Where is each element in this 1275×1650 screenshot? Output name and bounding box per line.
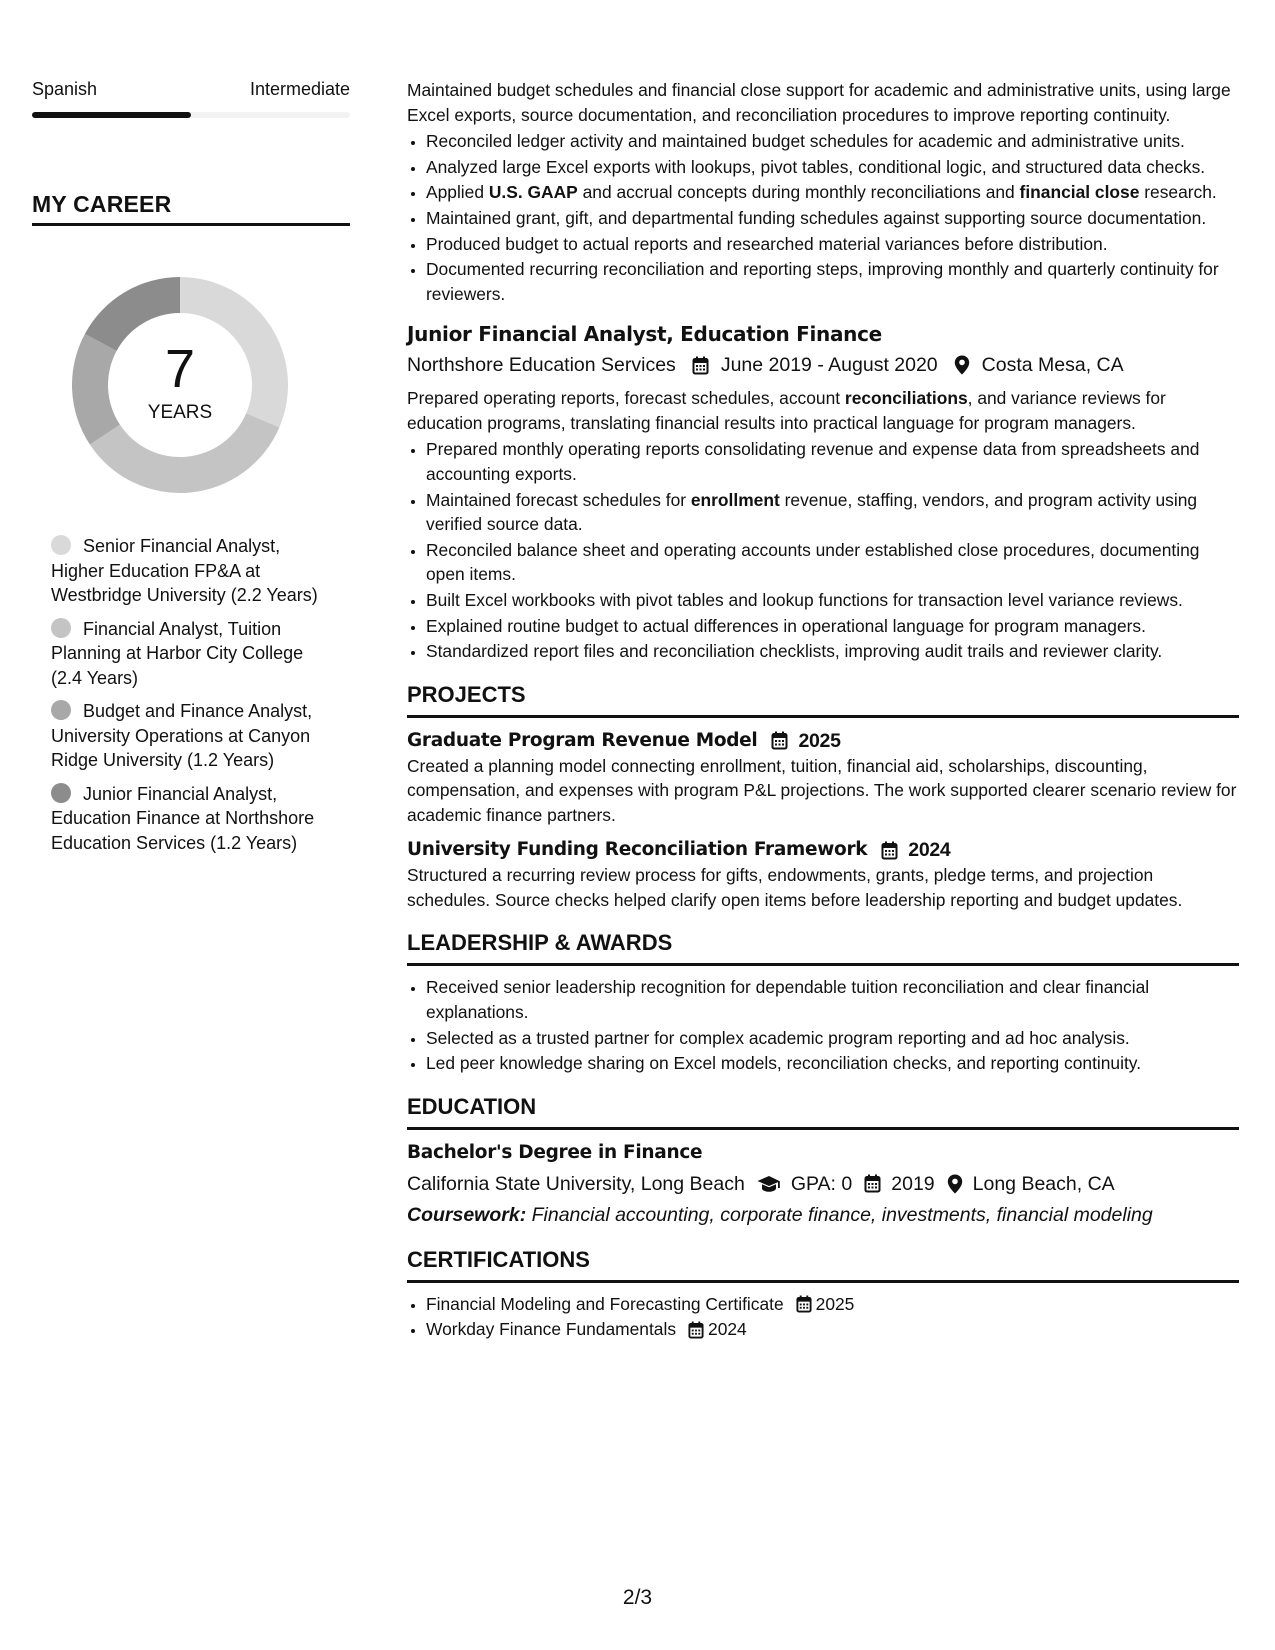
legend-dot <box>51 618 71 638</box>
page-number: 2/3 <box>622 1586 653 1609</box>
legend-dot <box>51 535 71 555</box>
language-name: Spanish <box>32 79 98 99</box>
sidebar <box>32 78 350 864</box>
certification-year: 2024 <box>708 1319 747 1340</box>
degree-title: Bachelor's Degree in Finance <box>407 1141 703 1163</box>
project-title: University Funding Reconciliation Framework <box>407 839 868 861</box>
bullet-item: • Maintained grant, gift, and departmental funding schedules against supporting source documentation. <box>426 206 1239 231</box>
bullet-item: • Reconciled balance sheet and operating accounts under established close procedures, documenting open items. <box>426 538 1239 587</box>
calendar-icon <box>881 841 898 860</box>
legend-item <box>51 699 333 773</box>
job-company: Northshore Education Services <box>407 354 676 377</box>
legend-dot <box>51 700 71 720</box>
project-description: Structured a recurring review process for gifts, endowments, grants, pledge terms, and projection schedules. Source checks helped clarify open items before leadership reporting and budget updates. <box>407 865 1183 910</box>
certifications-list <box>407 1292 1239 1342</box>
leadership-list <box>407 975 1239 1075</box>
graduation-year: 2019 <box>891 1172 935 1195</box>
projects-heading: PROJECTS <box>407 681 1239 718</box>
certification-item <box>426 1292 1239 1317</box>
project-title-row <box>407 837 1239 863</box>
calendar-icon <box>796 1295 812 1313</box>
career-total-years: 7 <box>164 339 196 399</box>
calendar-icon <box>771 731 788 750</box>
bullet-item: • Produced budget to actual reports and researched material variances before distribution. <box>426 232 1239 257</box>
bullet-item: • Received senior leadership recognition for dependable tuition reconciliation and clear financial explanations. <box>426 975 1239 1024</box>
career-legend <box>51 534 333 855</box>
certification-name: • Workday Finance Fundamentals <box>426 1319 677 1340</box>
coursework-list: Financial accounting, corporate finance, investments, financial modeling <box>531 1203 1153 1226</box>
career-donut-chart <box>65 270 295 500</box>
bullet-item: • Documented recurring reconciliation and reporting steps, improving monthly and quarterly continuity for reviewers. <box>426 257 1239 306</box>
calendar-icon <box>688 1321 704 1339</box>
job-bullets <box>407 437 1239 663</box>
job-location: Costa Mesa, CA <box>981 354 1124 377</box>
main-content <box>407 78 1239 1343</box>
career-years-label: YEARS <box>147 402 213 423</box>
bullet-item: • Applied U.S. GAAP and accrual concepts during monthly reconciliations and financial close research. <box>426 180 1239 205</box>
education-heading: EDUCATION <box>407 1093 1239 1130</box>
job-dates: June 2019 - August 2020 <box>720 354 938 377</box>
school-name: California State University, Long Beach <box>407 1172 745 1195</box>
career-heading: MY CAREER <box>32 191 350 226</box>
language-level: Intermediate <box>249 79 350 99</box>
map-pin-icon <box>947 1174 963 1194</box>
language-row <box>32 78 350 100</box>
project-description: Created a planning model connecting enrollment, tuition, financial aid, scholarships, discounting, compensation, and expenses with program P&L projections. The work supported clearer scenario review for academic finance partners. <box>407 755 1237 825</box>
school-location: Long Beach, CA <box>972 1172 1115 1195</box>
job-summary: Prepared operating reports, forecast schedules, account reconciliations, and variance reviews for education programs, translating financial results into practical language for program managers. <box>407 388 1166 433</box>
project-year: 2025 <box>798 729 841 752</box>
legend-item <box>51 534 333 608</box>
job-meta <box>407 351 1239 379</box>
calendar-icon <box>864 1174 881 1193</box>
education-meta <box>407 1170 1239 1198</box>
legend-dot <box>51 783 71 803</box>
legend-item <box>51 617 333 691</box>
bullet-item: • Explained routine budget to actual differences in operational language for program managers. <box>426 614 1239 639</box>
calendar-icon <box>692 356 709 375</box>
legend-item <box>51 782 333 856</box>
prev-job-bullets <box>407 129 1239 306</box>
leadership-heading: LEADERSHIP & AWARDS <box>407 929 1239 966</box>
legend-text: Financial Analyst, Tuition Planning at Harbor City College (2.4 Years) <box>51 618 304 688</box>
bullet-item: • Led peer knowledge sharing on Excel models, reconciliation checks, and reporting continuity. <box>426 1051 1239 1076</box>
bullet-item: • Prepared monthly operating reports consolidating revenue and expense data from spreadsheets and accounting exports. <box>426 437 1239 486</box>
gpa: GPA: 0 <box>790 1172 853 1195</box>
legend-text: Budget and Finance Analyst, University Operations at Canyon Ridge University (1.2 Years) <box>51 701 313 770</box>
legend-text: Senior Financial Analyst, Higher Education FP&A at Westbridge University (2.2 Years) <box>51 536 318 605</box>
bullet-item: • Reconciled ledger activity and maintained budget schedules for academic and administrative units. <box>426 129 1239 154</box>
job-title: Junior Financial Analyst, Education Finance <box>407 322 882 347</box>
legend-text: Junior Financial Analyst, Education Finance at Northshore Education Services (1.2 Years) <box>51 783 315 853</box>
bullet-item: • Built Excel workbooks with pivot tables and lookup functions for transaction level variance reviews. <box>426 588 1239 613</box>
project-year: 2024 <box>908 839 951 862</box>
map-pin-icon <box>954 355 970 375</box>
bullet-item: • Maintained forecast schedules for enrollment revenue, staffing, vendors, and program activity using verified source data. <box>426 488 1239 537</box>
certification-year: 2025 <box>815 1293 855 1314</box>
bullet-item: • Analyzed large Excel exports with lookups, pivot tables, conditional logic, and structured data checks. <box>426 155 1239 180</box>
coursework-label: Coursework: <box>407 1203 527 1226</box>
certifications-heading: CERTIFICATIONS <box>407 1246 1239 1283</box>
graduation-cap-icon <box>757 1175 781 1193</box>
certification-item <box>426 1317 1239 1342</box>
language-proficiency-fill <box>32 112 191 118</box>
project-title-row <box>407 728 1239 754</box>
prev-job-summary: Maintained budget schedules and financial close support for academic and administrative units, using large Excel exports, source documentation, and reconciliation procedures to improve reporting continuity. <box>407 80 1231 125</box>
bullet-item: • Selected as a trusted partner for complex academic program reporting and ad hoc analysis. <box>426 1026 1239 1051</box>
certification-name: • Financial Modeling and Forecasting Certificate <box>426 1293 784 1314</box>
coursework <box>407 1201 1239 1229</box>
bullet-item: • Standardized report files and reconciliation checklists, improving audit trails and reviewer clarity. <box>426 639 1239 664</box>
language-proficiency-bar <box>32 112 350 118</box>
project-title: Graduate Program Revenue Model <box>407 729 758 751</box>
